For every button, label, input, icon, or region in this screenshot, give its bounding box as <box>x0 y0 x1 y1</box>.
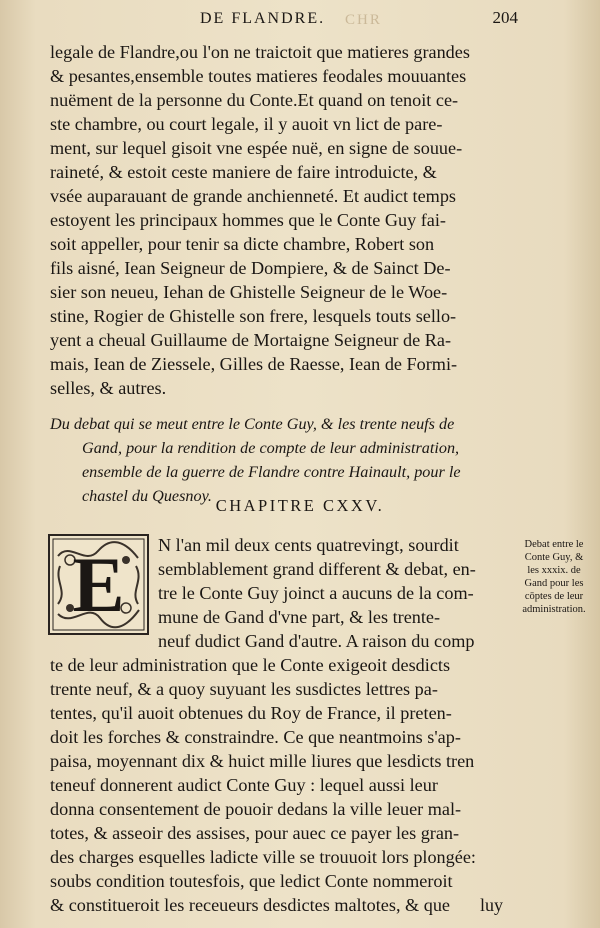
margin-note-line: Conte Guy, & <box>524 552 584 563</box>
text-line: soit appeller, pour tenir sa dicte chambre, Robert son <box>50 234 435 254</box>
text-line: mune de Gand d'vne part, & les trente- <box>158 607 441 627</box>
text-line: yent a cheual Guillaume de Mortaigne Seigneur de Ra- <box>50 330 451 350</box>
text-line: ste chambre, ou court legale, il y auoit vn lict de pare- <box>50 114 443 134</box>
text-line: te de leur administration que le Conte exigeoit desdicts <box>50 655 451 675</box>
text-line: ment, sur lequel gisoit vne espée nuë, en signe de souue- <box>50 138 463 158</box>
rubric-line: Gand, pour la rendition de compte de leur administration, <box>82 439 460 457</box>
text-line: neuf dudict Gand d'autre. A raison du comp <box>158 631 475 651</box>
text-line: doit les forches & constraindre. Ce que neantmoins s'ap- <box>50 727 461 747</box>
running-title: DE FLANDRE. <box>200 10 326 27</box>
chapter-heading: CHAPITRE CXXV. <box>215 496 385 515</box>
text-line: totes, & asseoir des assises, pour auec ce payer les gran- <box>50 823 460 843</box>
text-line: des charges esquelles ladicte ville se trouuoit lors plongée: <box>50 847 476 867</box>
text-line: estoyent les principaux hommes que le Conte Guy fai- <box>50 210 446 230</box>
initial-letter: E <box>72 541 125 628</box>
text-line: paisa, moyennant dix & huict mille liures que lesdicts tren <box>50 751 475 771</box>
margin-note-line: Debat entre le <box>524 539 584 550</box>
margin-note-line: Gand pour les <box>524 578 584 589</box>
text-line: stine, Rogier de Ghistelle son frere, lesquels touts sello- <box>50 306 457 326</box>
text-line: & constitueroit les receueurs desdictes maltotes, & que <box>50 895 451 915</box>
text-line: legale de Flandre,ou l'on ne traictoit que matieres grandes <box>50 42 470 62</box>
margin-note-line: administration. <box>522 604 586 615</box>
rubric-line: Du debat qui se meut entre le Conte Guy, & les trente neufs de <box>50 415 455 433</box>
text-line: sier son neueu, Iehan de Ghistelle Seigneur de le Woe- <box>50 282 448 302</box>
decorated-initial <box>48 534 149 635</box>
text-line: selles, & autres. <box>50 378 167 398</box>
catchword: luy <box>480 895 504 915</box>
text-line: N l'an mil deux cents quatrevingt, sourdit <box>158 535 459 555</box>
text-line: teneuf donnerent audict Conte Guy : lequel aussi leur <box>50 775 438 795</box>
text-line: nuëment de la personne du Conte.Et quand on tenoit ce- <box>50 90 459 110</box>
text-line: fils aisné, Iean Seigneur de Dompiere, & de Sainct De- <box>50 258 451 278</box>
text-line: soubs condition toutesfois, que ledict Conte nommeroit <box>50 871 453 891</box>
rubric-line: ensemble de la guerre de Flandre contre Hainault, pour le <box>82 463 461 481</box>
text-line: vsée auparauant de grande anchienneté. Et audict temps <box>50 186 457 206</box>
margin-note <box>514 538 594 616</box>
page-number: 204 <box>492 8 518 27</box>
margin-note-line: cōptes de leur <box>524 591 584 602</box>
bleed-through-text: CHR <box>345 12 382 28</box>
text-line: trente neuf, & a quoy suyuant les susdictes lettres pa- <box>50 679 438 699</box>
text-line: mais, Iean de Ziessele, Gilles de Raesse, Iean de Formi- <box>50 354 458 374</box>
text-line: raineté, & estoit ceste maniere de faire introduicte, & <box>50 162 437 182</box>
text-line: & pesantes,ensemble toutes matieres feodales mouuantes <box>50 66 467 86</box>
text-line: semblablement grand different & debat, en- <box>158 559 476 579</box>
text-line: tre le Conte Guy joinct a aucuns de la com- <box>158 583 474 603</box>
text-line: tentes, qu'il auoit obtenues du Roy de France, il preten- <box>50 703 452 723</box>
margin-note-line: les xxxix. de <box>527 565 581 576</box>
text-line: donna consentement de pouoir dedans la ville leuer mal- <box>50 799 462 819</box>
rubric-line: chastel du Quesnoy. <box>82 487 212 505</box>
